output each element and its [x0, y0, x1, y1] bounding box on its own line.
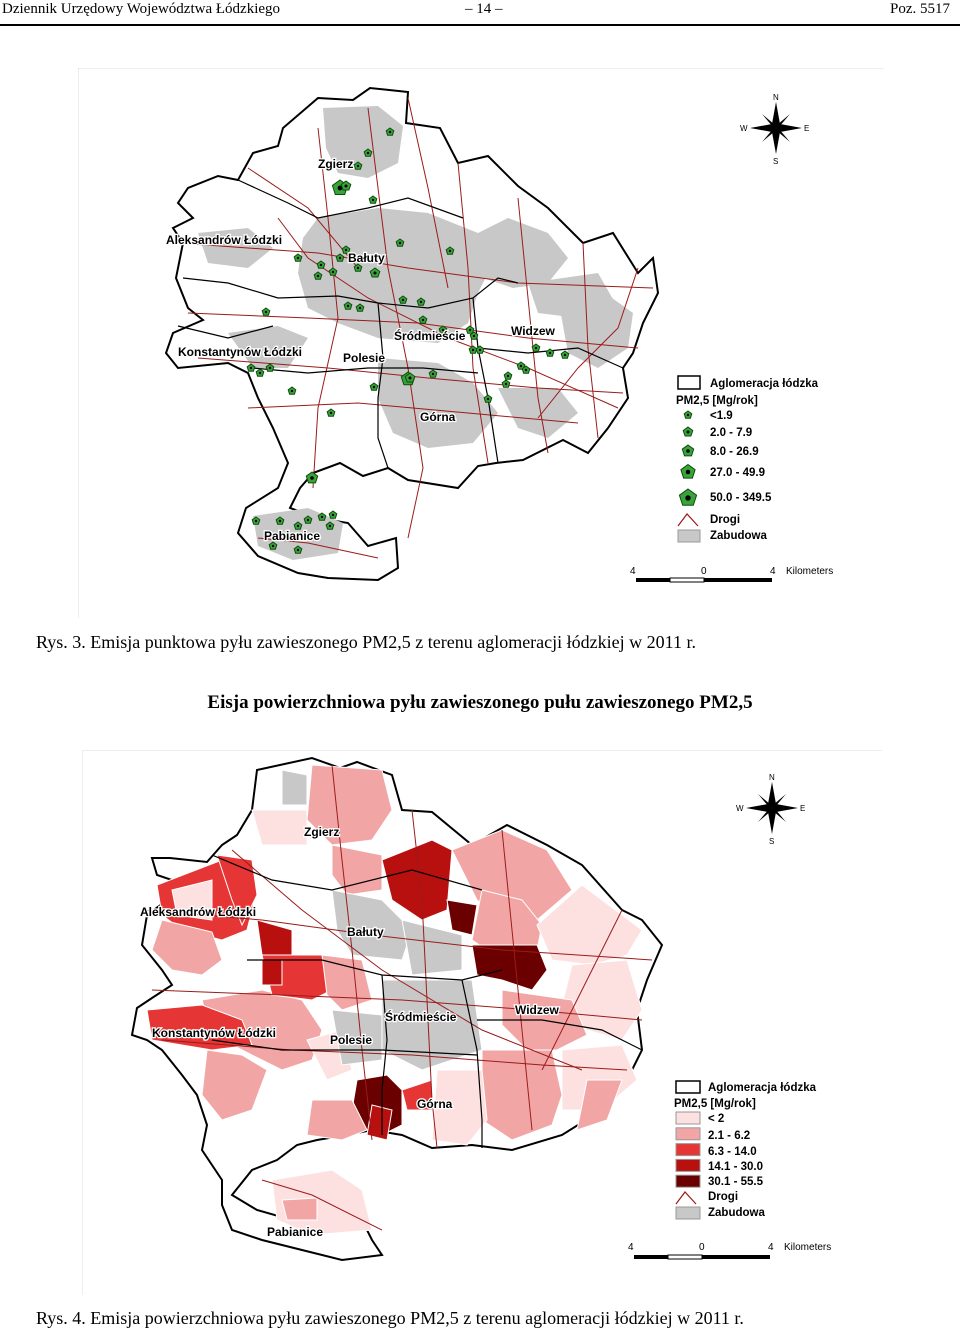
- compass-s: S: [773, 157, 779, 166]
- emission-point-dot: [347, 305, 349, 307]
- map-point-emission: [78, 68, 884, 618]
- emission-point-dot: [255, 520, 257, 522]
- emission-point-dot: [297, 549, 299, 551]
- emission-point-dot: [272, 545, 274, 547]
- legend-2: [674, 1081, 817, 1219]
- emission-point-dot: [449, 250, 451, 252]
- map-area-emission: [82, 750, 882, 1295]
- emission-point-dot: [329, 525, 331, 527]
- legend2-swatch-1: [676, 1112, 700, 1124]
- legend-class-1: <1.9: [710, 410, 733, 422]
- label-srodmiescie: Śródmieście: [394, 329, 466, 343]
- emission-point-dot: [332, 271, 334, 273]
- label-zgierz-2: Zgierz: [304, 825, 340, 839]
- legend2-roads: Drogi: [708, 1191, 739, 1203]
- legend-point-symbol-4-dot: [686, 470, 691, 475]
- emission-point-dot: [321, 516, 323, 518]
- label-polesie-2: Polesie: [330, 1033, 373, 1047]
- emission-point-dot: [372, 199, 374, 201]
- emission-point-dot: [420, 301, 422, 303]
- legend2-class-4: 14.1 - 30.0: [708, 1161, 763, 1173]
- emission-point-dot: [357, 267, 359, 269]
- emission-point-dot: [330, 412, 332, 414]
- legend2-boundary: Aglomeracja łódzka: [708, 1082, 817, 1094]
- emission-point-dot: [269, 367, 271, 369]
- legend-class-3: 8.0 - 26.9: [710, 446, 759, 458]
- legend-boundary: Aglomeracja łódzka: [710, 378, 819, 390]
- legend2-title: PM2,5 [Mg/rok]: [674, 1098, 756, 1110]
- scale2-mid: 0: [699, 1242, 705, 1253]
- emission-point-dot: [297, 525, 299, 527]
- scale2-right: 4: [768, 1242, 774, 1253]
- emission-point-dot: [564, 354, 566, 356]
- emission-point-dot: [279, 520, 281, 522]
- label-baluty-2: Bałuty: [347, 925, 384, 939]
- emission-point-dot: [317, 275, 319, 277]
- emission-point-dot: [310, 476, 314, 480]
- north-arrow-icon: [740, 93, 809, 166]
- emission-point-dot: [473, 335, 475, 337]
- emission-point-dot: [389, 131, 391, 133]
- compass-n: N: [773, 93, 779, 102]
- emission-point-dot: [525, 369, 527, 371]
- emission-point-dot: [479, 349, 481, 351]
- label-widzew-2: Widzew: [515, 1003, 559, 1017]
- legend-point-symbol-2-dot: [687, 431, 690, 434]
- emission-point-dot: [422, 319, 424, 321]
- emission-point-dot: [472, 349, 474, 351]
- emission-point-dot: [399, 242, 401, 244]
- legend-class-5: 50.0 - 349.5: [710, 492, 772, 504]
- compass2-n: N: [769, 773, 775, 782]
- emission-point-dot: [259, 372, 261, 374]
- legend-building-swatch: [678, 530, 700, 542]
- legend-roads: Drogi: [710, 514, 741, 526]
- emission-point-dot: [320, 264, 322, 266]
- legend-buildings: Zabudowa: [710, 530, 767, 542]
- emission-point-dot: [520, 365, 522, 367]
- legend2-swatch-5: [676, 1175, 700, 1187]
- scale2-unit: Kilometers: [784, 1242, 832, 1253]
- emission-point-dot: [373, 386, 375, 388]
- label-baluty: Bałuty: [348, 251, 385, 265]
- compass-e: E: [804, 124, 810, 133]
- compass-w: W: [740, 124, 748, 133]
- scale2-left: 4: [628, 1242, 634, 1253]
- figure-3-caption: Rys. 3. Emisja punktowa pyłu zawieszonego PM2,5 z terenu aglomeracji łódzkiej w 2011 r.: [36, 632, 696, 652]
- label-polesie: Polesie: [343, 351, 386, 365]
- scale-bar-2: [628, 1242, 831, 1259]
- figure-4-caption: Rys. 4. Emisja powierzchniowa pyłu zawieszonego PM2,5 z terenu aglomeracji łódzkiej w 2011 r.: [36, 1308, 744, 1328]
- scale-unit: Kilometers: [786, 566, 834, 577]
- label-pabianice: Pabianice: [264, 529, 321, 543]
- position-number: Poz. 5517: [890, 1, 950, 17]
- legend2-building-swatch: [676, 1207, 700, 1219]
- legend2-class-2: 2.1 - 6.2: [708, 1130, 751, 1142]
- label-aleksandrow-2: Aleksandrów Łódzki: [140, 905, 257, 919]
- scale-bar: [630, 566, 833, 582]
- legend-class-2: 2.0 - 7.9: [710, 427, 753, 439]
- emission-point-dot: [535, 347, 537, 349]
- label-gorna-2: Górna: [417, 1097, 453, 1111]
- label-srodmiescie-2: Śródmieście: [385, 1010, 457, 1024]
- legend2-buildings: Zabudowa: [708, 1207, 765, 1219]
- north-arrow-icon-2: [736, 773, 805, 846]
- legend-class-4: 27.0 - 49.9: [710, 467, 765, 479]
- legend2-class-3: 6.3 - 14.0: [708, 1146, 757, 1158]
- emission-point-dot: [291, 390, 293, 392]
- emission-point-dot: [469, 329, 471, 331]
- emission-point-dot: [359, 307, 361, 309]
- legend2-swatch-2: [676, 1128, 700, 1140]
- emission-point-dot: [332, 514, 334, 516]
- legend2-class-1: < 2: [708, 1113, 725, 1125]
- label-zgierz: Zgierz: [318, 157, 354, 171]
- scale-mid: 0: [701, 566, 707, 577]
- emission-point-dot: [345, 185, 348, 188]
- legend-road-icon: [678, 514, 698, 526]
- emission-point-dot: [487, 398, 489, 400]
- emission-point-dot: [432, 373, 434, 375]
- label-gorna: Górna: [420, 410, 456, 424]
- emission-point-dot: [402, 299, 404, 301]
- label-konstantynow-2: Konstantynów Łódzki: [152, 1026, 276, 1040]
- legend-point-symbol-3-dot: [686, 449, 690, 453]
- emission-point-dot: [409, 377, 412, 380]
- emission-point-dot: [339, 257, 341, 259]
- legend-title: PM2,5 [Mg/rok]: [676, 395, 758, 407]
- legend-point-symbol-5-dot: [685, 495, 690, 500]
- scale-left: 4: [630, 566, 636, 577]
- legend: [676, 376, 819, 542]
- section-subtitle: Eisja powierzchniowa pyłu zawieszonego pułu zawieszonego PM2,5: [207, 692, 753, 713]
- label-aleksandrow: Aleksandrów Łódzki: [166, 233, 283, 247]
- compass2-w: W: [736, 804, 744, 813]
- page-header: [0, 0, 960, 26]
- compass2-e: E: [800, 804, 806, 813]
- label-widzew: Widzew: [511, 324, 555, 338]
- legend-point-symbol-1-dot: [687, 414, 689, 416]
- label-pabianice-2: Pabianice: [267, 1225, 324, 1239]
- compass2-s: S: [769, 837, 775, 846]
- emission-point-dot: [265, 311, 267, 313]
- emission-point-dot: [250, 367, 252, 369]
- scale-right: 4: [770, 566, 776, 577]
- legend2-road-icon: [676, 1192, 696, 1204]
- legend2-class-5: 30.1 - 55.5: [708, 1176, 763, 1188]
- emission-point-dot: [367, 152, 369, 154]
- emission-point-dot: [507, 375, 509, 377]
- emission-point-dot: [357, 165, 359, 167]
- emission-point-dot: [505, 383, 507, 385]
- journal-title: Dziennik Urzędowy Województwa Łódzkiego: [2, 1, 281, 17]
- legend2-swatch-3: [676, 1144, 700, 1156]
- emission-point-dot: [374, 272, 377, 275]
- emission-point-dot: [307, 519, 309, 521]
- emission-point-dot: [297, 257, 299, 259]
- emission-point-dot: [345, 249, 347, 251]
- page-number: – 14 –: [465, 1, 503, 17]
- emission-point-dot: [549, 352, 551, 354]
- label-konstantynow: Konstantynów Łódzki: [178, 345, 302, 359]
- legend2-swatch-4: [676, 1159, 700, 1171]
